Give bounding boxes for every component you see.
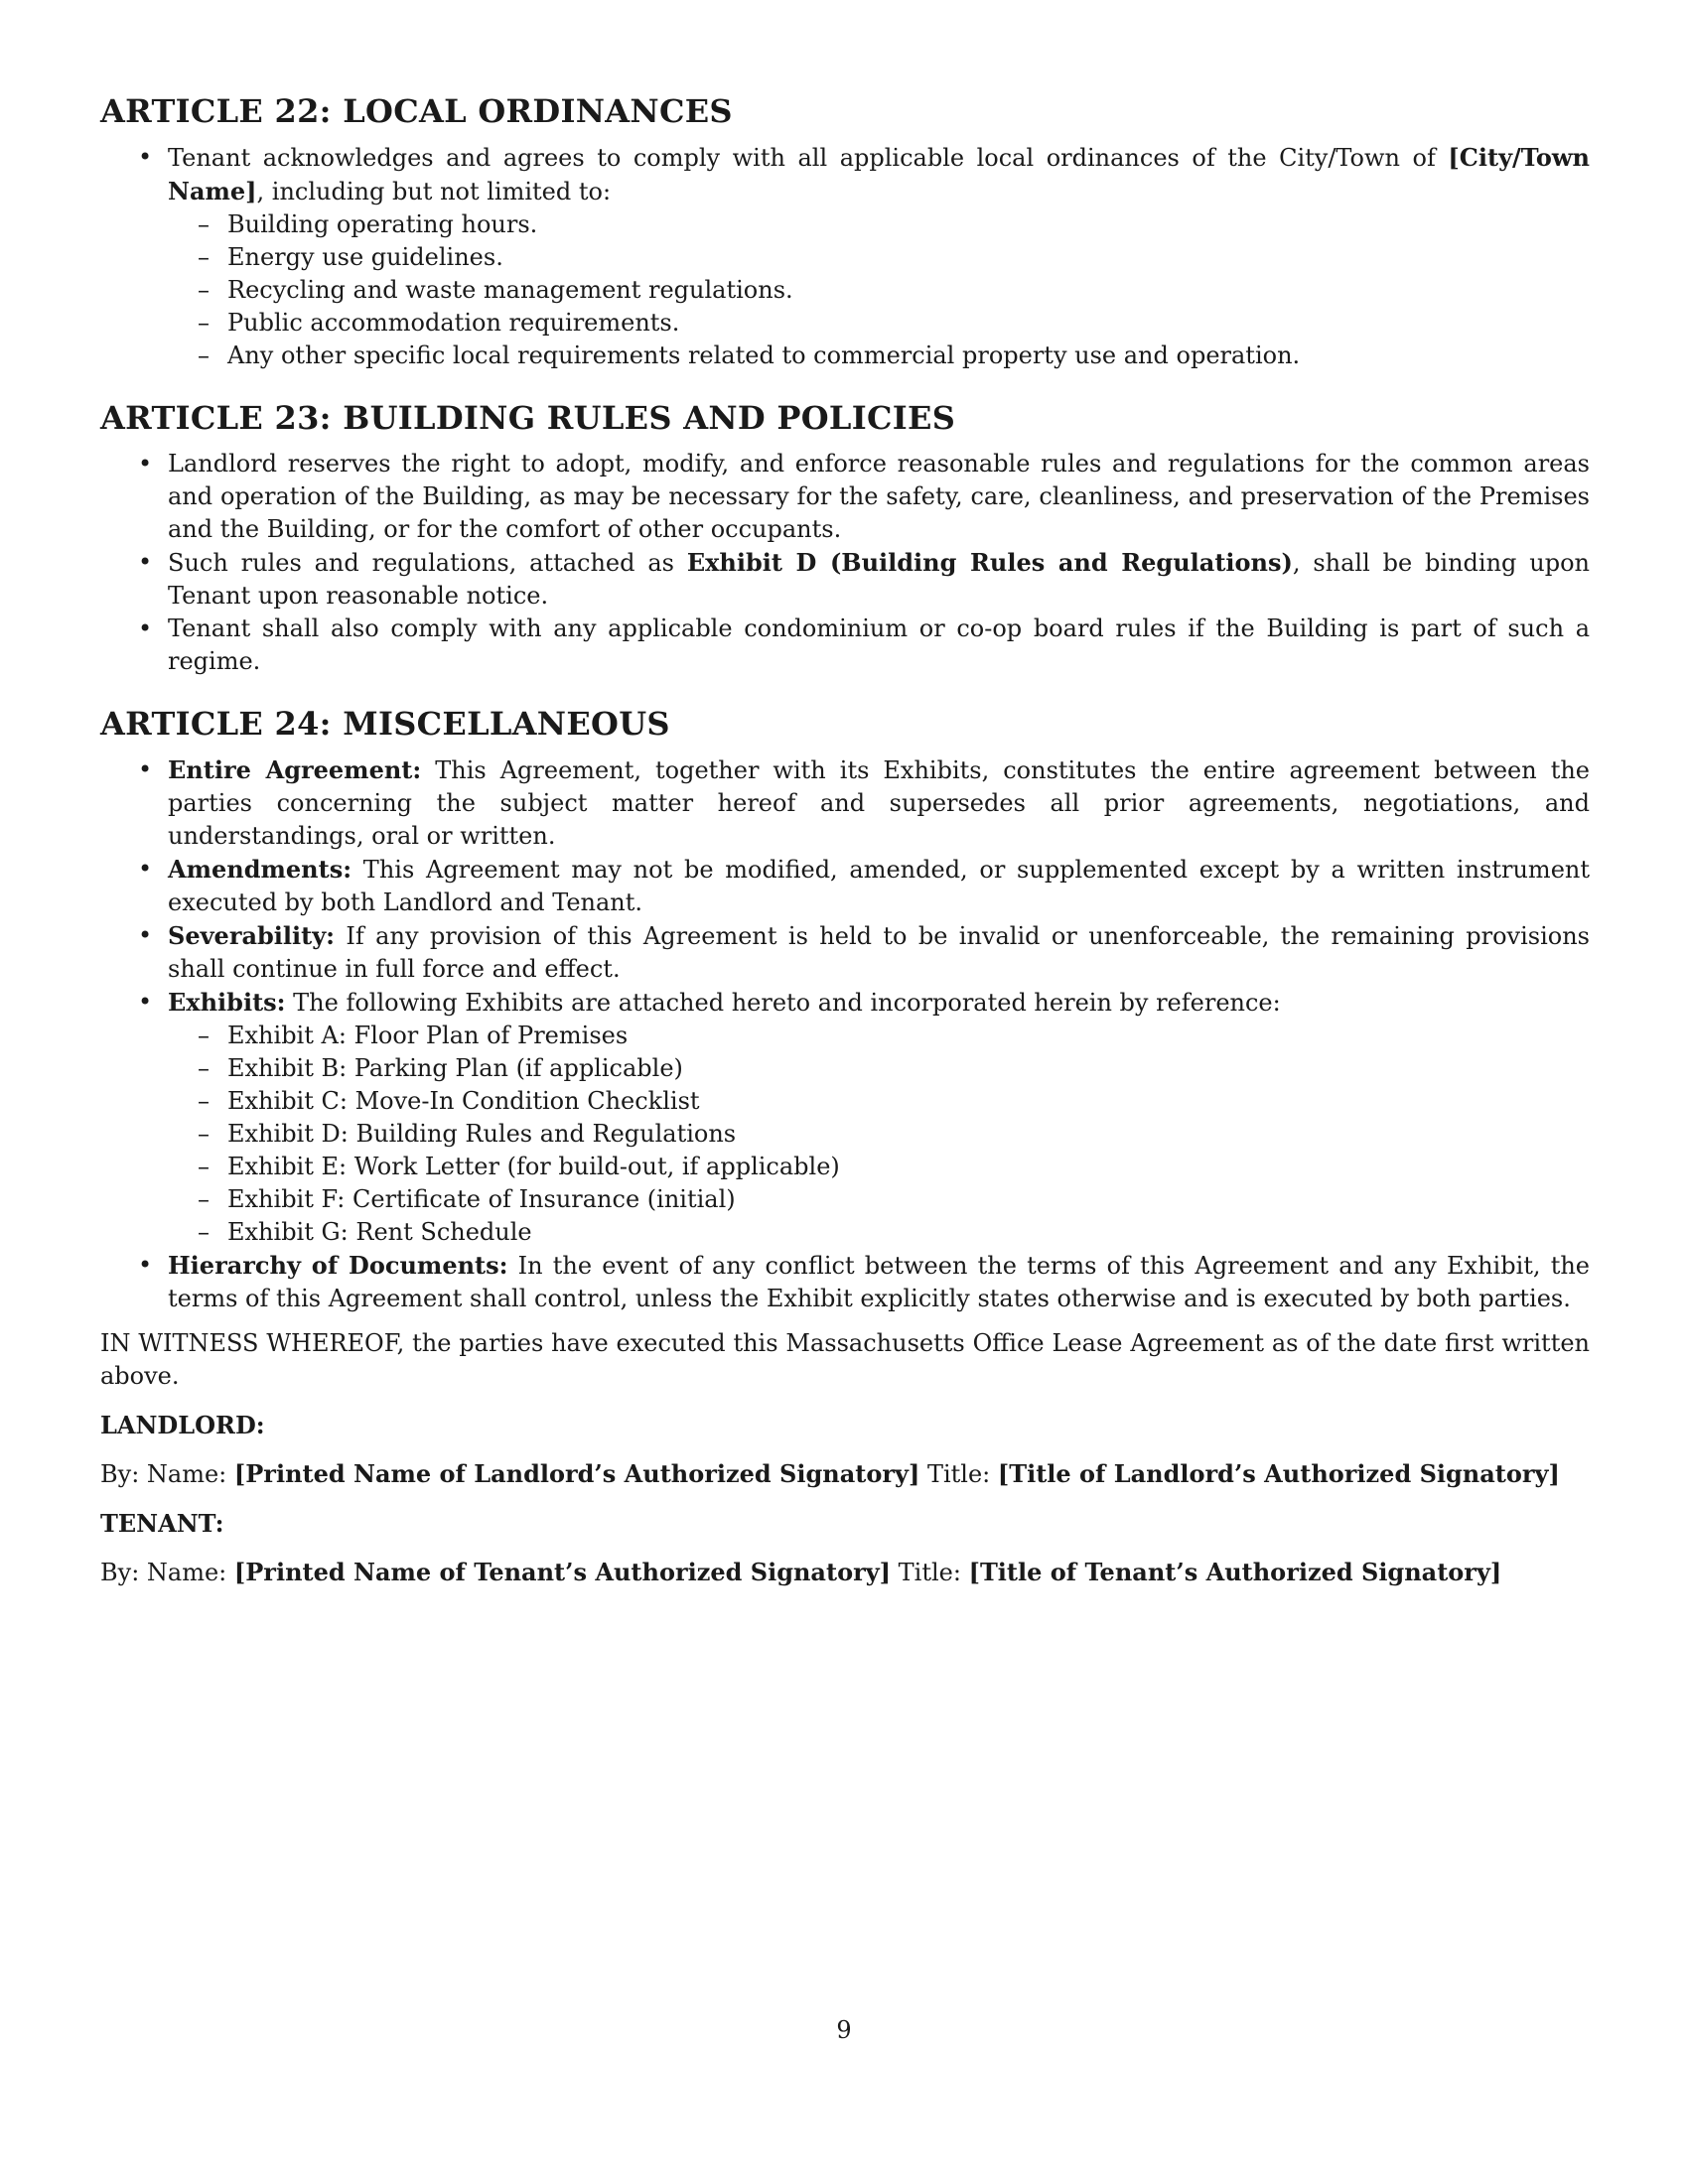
city-town-placeholder: [City/Town Name] bbox=[168, 143, 1590, 205]
list-item: • Landlord reserves the right to adopt, modify, and enforce reasonable rules and regulations for the common areas and operation of the Building, as may be necessary for the safety, care, cleanliness, and preservation of the Premises and the Building, or for the comfort of other occupants. bbox=[100, 448, 1590, 546]
document-page bbox=[100, 91, 1590, 1589]
witness-clause: IN WITNESS WHEREOF, the parties have executed this Massachusetts Office Lease Agreement as of the date first written above. bbox=[100, 1329, 1590, 1390]
by-name-label: By: Name: bbox=[100, 1460, 234, 1488]
article-23-list bbox=[100, 448, 1590, 678]
title-label: Title: bbox=[891, 1559, 969, 1586]
article-23 bbox=[100, 398, 1590, 678]
list-item-amendments bbox=[100, 853, 1590, 919]
landlord-title-placeholder: [Title of Landlord’s Authorized Signatory] bbox=[997, 1459, 1560, 1488]
item-text: This Agreement may not be modified, amended, or supplemented except by a written instrument executed by both Landlord and Tenant. bbox=[168, 856, 1590, 916]
sub-list-item: – Energy use guidelines. bbox=[168, 241, 1590, 274]
tenant-label: TENANT: bbox=[100, 1509, 224, 1538]
article-24-heading: ARTICLE 24: MISCELLANEOUS bbox=[100, 705, 670, 743]
article-22-heading: ARTICLE 22: LOCAL ORDINANCES bbox=[100, 92, 733, 130]
item-text: If any provision of this Agreement is held to be invalid or unenforceable, the remaining provisions shall continue in full force and effect. bbox=[168, 922, 1590, 983]
item-text: The following Exhibits are attached hereto and incorporated herein by reference: bbox=[285, 989, 1281, 1017]
tenant-signature-line bbox=[100, 1556, 1590, 1589]
sub-list-item: – Exhibit C: Move-In Condition Checklist bbox=[168, 1085, 1590, 1118]
item-text: , including but not limited to: bbox=[256, 178, 612, 205]
sub-list-item: – Public accommodation requirements. bbox=[168, 307, 1590, 340]
item-label: Exhibits: bbox=[168, 988, 286, 1017]
exhibit-d-reference: Exhibit D (Building Rules and Regulations) bbox=[686, 548, 1293, 577]
item-label: Hierarchy of Documents: bbox=[168, 1251, 508, 1280]
tenant-name-placeholder: [Printed Name of Tenant’s Authorized Signatory] bbox=[233, 1558, 892, 1586]
sub-list-item: – Building operating hours. bbox=[168, 208, 1590, 241]
title-label: Title: bbox=[919, 1460, 998, 1488]
item-text: Such rules and regulations, attached as bbox=[168, 549, 687, 577]
article-24 bbox=[100, 704, 1590, 1315]
sub-list-item: – Exhibit E: Work Letter (for build-out, if applicable) bbox=[168, 1151, 1590, 1183]
tenant-title-placeholder: [Title of Tenant’s Authorized Signatory] bbox=[968, 1558, 1502, 1586]
item-label: Amendments: bbox=[168, 855, 352, 884]
sub-list-item: – Exhibit G: Rent Schedule bbox=[168, 1216, 1590, 1249]
article-22 bbox=[100, 91, 1590, 372]
list-item: • Tenant shall also comply with any applicable condominium or co-op board rules if the Building is part of such a regime. bbox=[100, 613, 1590, 678]
item-label: Entire Agreement: bbox=[168, 755, 422, 784]
landlord-signature-line bbox=[100, 1457, 1590, 1491]
item-text: , shall be binding upon Tenant upon reasonable notice. bbox=[168, 549, 1590, 610]
ordinance-sublist bbox=[168, 208, 1590, 372]
item-text: In the event of any conflict between the terms of this Agreement and any Exhibit, the terms of this Agreement shall control, unless the Exhibit explicitly states otherwise and is executed by both parties. bbox=[168, 1252, 1591, 1312]
list-item bbox=[100, 141, 1590, 372]
article-22-list bbox=[100, 141, 1590, 372]
article-23-heading: ARTICLE 23: BUILDING RULES AND POLICIES bbox=[100, 399, 956, 437]
sub-list-item: – Exhibit D: Building Rules and Regulations bbox=[168, 1118, 1590, 1151]
sub-list-item: – Any other specific local requirements related to commercial property use and operation. bbox=[168, 340, 1590, 372]
landlord-name-placeholder: [Printed Name of Landlord’s Authorized Signatory] bbox=[233, 1459, 920, 1488]
sub-list-item: – Recycling and waste management regulations. bbox=[168, 274, 1590, 307]
item-text: This Agreement, together with its Exhibits, constitutes the entire agreement between the parties concerning the subject matter hereof and supersedes all prior agreements, negotiations, and understandings, oral or written. bbox=[168, 756, 1591, 850]
exhibits-sublist bbox=[168, 1020, 1590, 1249]
sub-list-item: – Exhibit B: Parking Plan (if applicable) bbox=[168, 1052, 1590, 1085]
item-text: Tenant acknowledges and agrees to comply with all applicable local ordinances of the City/Town of bbox=[168, 144, 1449, 172]
landlord-label: LANDLORD: bbox=[100, 1411, 265, 1439]
list-item-severability bbox=[100, 919, 1590, 986]
list-item-exhibits bbox=[100, 986, 1590, 1249]
list-item-hierarchy bbox=[100, 1249, 1590, 1315]
list-item-entire-agreement bbox=[100, 753, 1590, 853]
by-name-label: By: Name: bbox=[100, 1559, 234, 1586]
page-number: 9 bbox=[836, 2016, 852, 2044]
sub-list-item: – Exhibit F: Certificate of Insurance (initial) bbox=[168, 1183, 1590, 1216]
article-24-list bbox=[100, 753, 1590, 1315]
item-label: Severability: bbox=[168, 921, 336, 950]
sub-list-item: – Exhibit A: Floor Plan of Premises bbox=[168, 1020, 1590, 1052]
list-item bbox=[100, 546, 1590, 613]
